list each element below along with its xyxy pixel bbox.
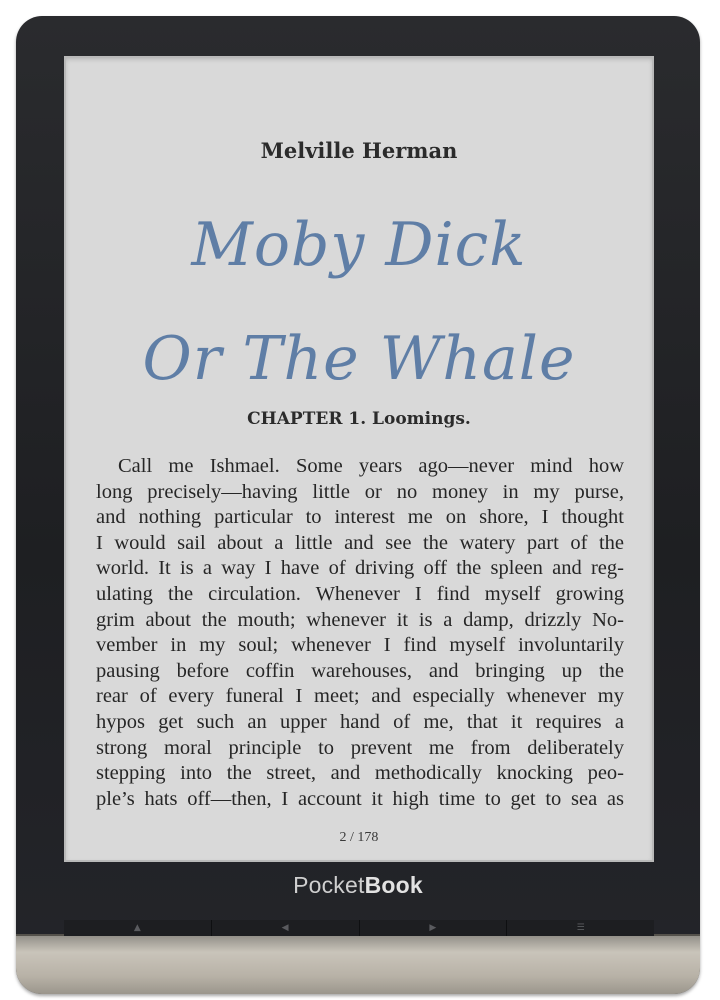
text-line: ple’s hats off—then, I account it high time to get to sea as — [96, 787, 624, 810]
reader-screen[interactable] — [64, 56, 654, 862]
text-line: hypos get such an upper hand of me, that it requires a — [96, 710, 624, 733]
page-body-text — [96, 454, 624, 812]
text-line: Call me Ishmael. Some years ago—never mind how — [118, 455, 624, 477]
logo-text-light: Pocket — [293, 872, 365, 898]
menu-button[interactable] — [506, 920, 654, 936]
text-line: rear of every funeral I meet; and especially whenever my — [96, 685, 624, 708]
prev-page-button[interactable] — [211, 920, 359, 936]
chapter-heading: CHAPTER 1. Loomings. — [247, 409, 471, 429]
text-line: strong moral principle to prevent me from deliberately — [96, 736, 624, 759]
text-line: long precisely—having little or no money in my purse, — [96, 480, 624, 503]
text-line: vember in my soul; whenever I find myself involuntarily — [96, 634, 624, 657]
pocketbook-logo — [16, 872, 700, 899]
ereader-device — [16, 16, 700, 994]
text-line: world. It is a way I have of driving off the spleen and reg- — [96, 557, 624, 580]
logo-text-bold: Book — [364, 872, 423, 898]
text-line: and nothing particular to interest me on shore, I thought — [96, 506, 624, 529]
next-page-button[interactable] — [359, 920, 507, 936]
book-author: Melville Herman — [260, 138, 458, 163]
book-title-line-1: Moby Dick — [191, 210, 527, 280]
hardware-button-bar — [64, 920, 654, 936]
home-icon: ▲ — [133, 923, 141, 933]
next-page-icon: ▶ — [429, 923, 437, 933]
book-title — [64, 188, 654, 416]
text-line: grim about the mouth; whenever it is a damp, drizzly No- — [96, 608, 624, 631]
book-title-line-2: Or The Whale — [142, 324, 576, 394]
text-line: I would sail about a little and see the watery part of the — [96, 531, 624, 554]
menu-icon: ☰ — [576, 923, 585, 933]
page-indicator: 2 / 178 — [339, 830, 379, 845]
text-line: stepping into the street, and methodically knocking peo- — [96, 762, 624, 785]
text-line: ulating the circulation. Whenever I find myself growing — [96, 582, 624, 605]
text-line: pausing before coffin warehouses, and bringing up the — [96, 659, 624, 682]
prev-page-icon: ◀ — [281, 923, 289, 933]
home-button[interactable] — [64, 920, 211, 936]
device-base — [16, 934, 700, 994]
